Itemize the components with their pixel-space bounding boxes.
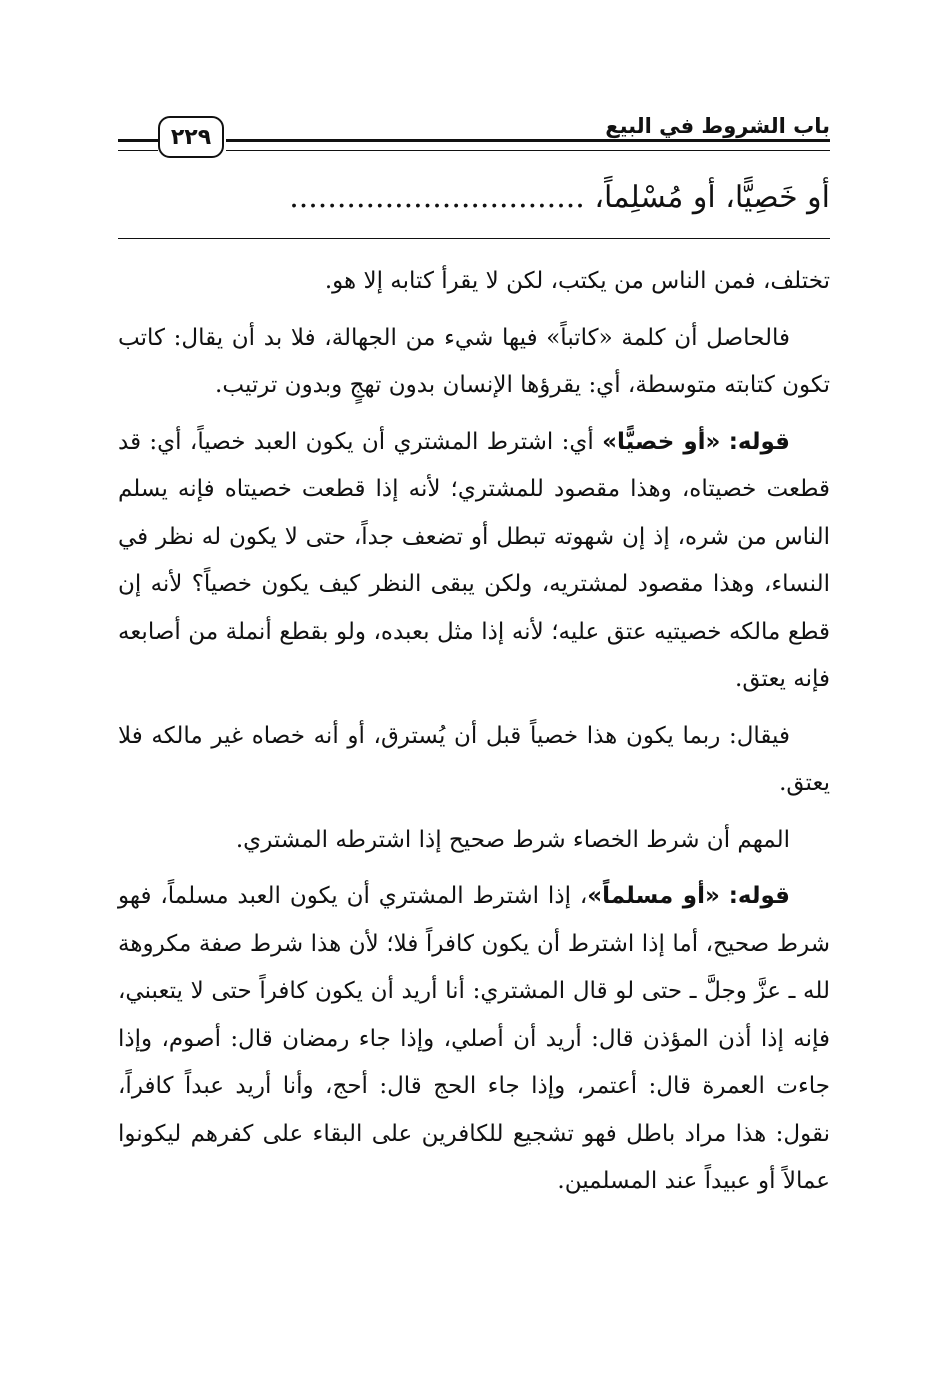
page-number: ٢٢٩ bbox=[158, 116, 224, 158]
lead-word: قوله: bbox=[728, 883, 790, 909]
quoted-term: «أو مسلماً» bbox=[587, 883, 720, 909]
quoted-term: «أو خصيًّا» bbox=[602, 428, 721, 455]
paragraph-5: المهم أن شرط الخصاء شرط صحيح إذا اشترطه المشتري. bbox=[235, 826, 790, 853]
paragraph-3-text: أي: اشترط المشتري أن يكون العبد خصياً، أي: قد قطعت خصيتاه، وهذا مقصود للمشتري؛ لأنه إذا قطعت خصيتاه فإنه يسلم الناس من شره، إذ إن شهوته تبطل أو تضعف جداً، حتى لا يكون له نظر في النساء، وهذا مقصود لمشتريه، ولكن يبقى النظر كيف يكون خصياً؟ لأنه إن قطع مالكه خصيتيه عتق عليه؛ لأنه إذا مثل بعبده، ولو بقطع أنملة من أصابعه فإنه يعتق. bbox=[118, 428, 830, 692]
commentary-body bbox=[118, 258, 830, 1206]
matn-line bbox=[118, 172, 830, 224]
chapter-title: باب الشروط في البيع bbox=[605, 114, 830, 138]
paragraph-1: تختلف، فمن الناس من يكتب، لكن لا يقرأ كتابه إلا هو. bbox=[324, 268, 830, 294]
paragraph-3 bbox=[118, 419, 830, 704]
matn-divider bbox=[118, 238, 830, 239]
paragraph-6-text: ، إذا اشترط المشتري أن يكون العبد مسلماً، فهو شرط صحيح، أما إذا اشترط أن يكون كافراً فلا؛ لأن هذا شرط صفة مكروهة لله ـ عزَّ وجلَّ ـ حتى لو قال المشتري: أنا أريد أن يكون كافراً حتى لا يتعبني، فإنه إذا أذن المؤذن قال: أريد أن أصلي، وإذا جاء رمضان قال: أصوم، وإذا جاءت العمرة قال: أعتمر، وإذا جاء الحج قال: أحج، وأنا أريد عبداً كافراً، نقول: هذا مراد باطل فهو تشجيع للكافرين على البقاء على كفرهم ليكونوا عمالاً أو عبيداً عند المسلمين. bbox=[118, 883, 830, 1194]
header-rule-left bbox=[118, 139, 158, 151]
paragraph-2: فالحاصل أن كلمة «كاتباً» فيها شيء من الجهالة، فلا بد أن يقال: كاتب تكون كتابته متوسطة، أي: يقرؤها الإنسان بدون تهجٍ وبدون ترتيب. bbox=[118, 324, 830, 398]
lead-word: قوله: bbox=[728, 428, 790, 455]
matn-text: أو خَصِيًّا، أو مُسْلِماً، bbox=[594, 180, 830, 215]
matn-ellipsis: ............................... bbox=[289, 180, 585, 215]
running-header bbox=[118, 106, 830, 158]
paragraph-6 bbox=[118, 873, 830, 1206]
paragraph-4: فيقال: ربما يكون هذا خصياً قبل أن يُسترق، أو أنه خصاه غير مالكه فلا يعتق. bbox=[118, 722, 830, 796]
header-rule-right bbox=[226, 139, 830, 151]
